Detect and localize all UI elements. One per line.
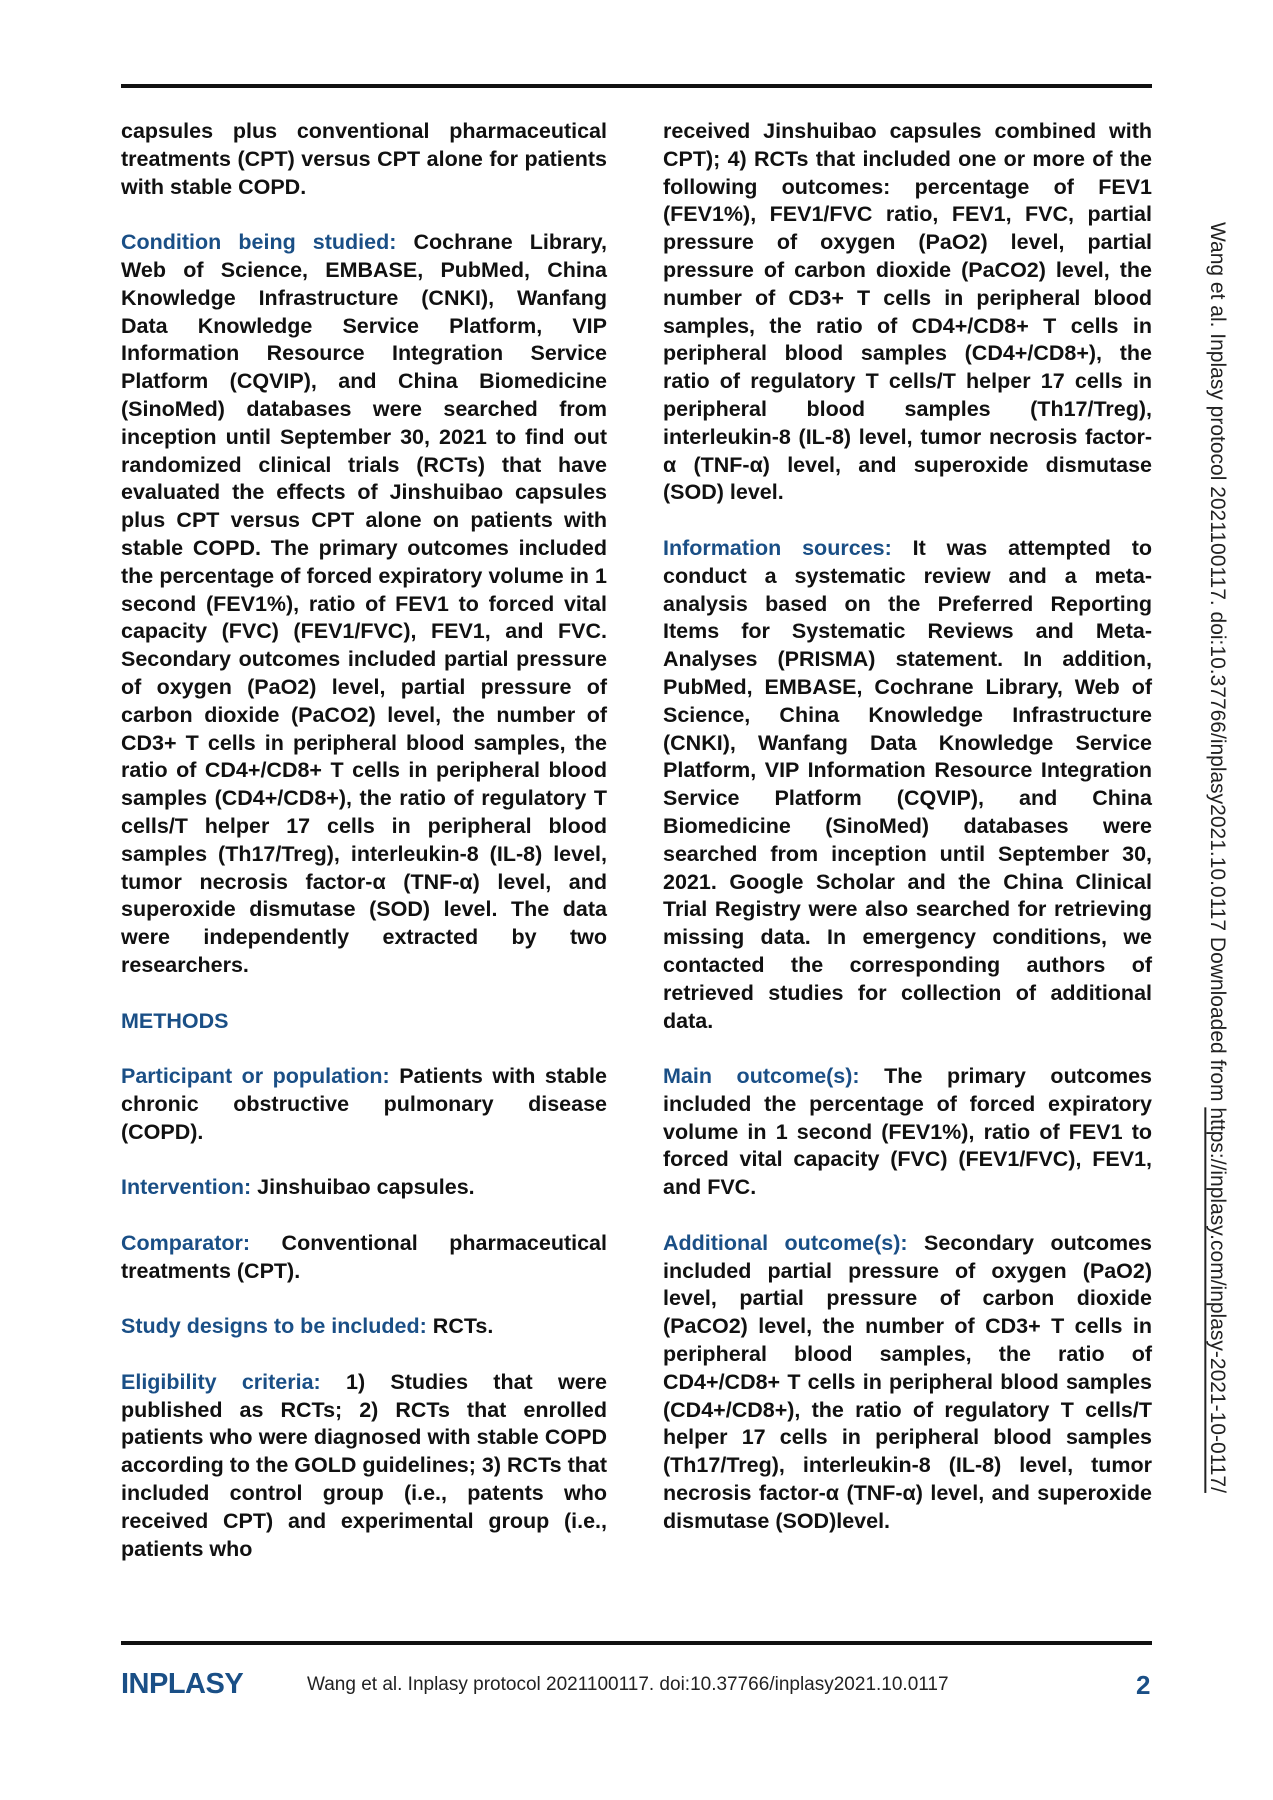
condition-label: Condition being studied: — [121, 230, 397, 255]
eligibility-paragraph — [121, 1369, 607, 1564]
eligibility-continued-paragraph: received Jinshuibao capsules combined with CPT); 4) RCTs that included one or more of the following outcomes: percentage of FEV1 (FEV1%), FEV1/FVC ratio, FEV1, FVC, partial pressure of oxygen (PaO2) level, partial pressure of carbon dioxide (PaCO2) level, the number of CD3+ T cells in peripheral blood samples, the ratio of CD4+/CD8+ T cells in peripheral blood samples (CD4+/CD8+), the ratio of regulatory T cells/T helper 17 cells in peripheral blood samples (Th17/Treg), interleukin-8 (IL-8) level, tumor necrosis factor-α (TNF-α) level, and superoxide dismutase (SOD) level. — [663, 119, 1152, 505]
eligibility-label: Eligibility criteria: — [121, 1369, 321, 1394]
study-designs-text: RCTs. — [426, 1314, 494, 1339]
main-outcomes-label: Main outcome(s): — [663, 1064, 860, 1089]
page-number: 2 — [1136, 1670, 1151, 1700]
intervention-label: Intervention: — [121, 1175, 252, 1200]
participant-label: Participant or population: — [121, 1064, 390, 1089]
side-download-link[interactable]: https://inplasy.com/inplasy-2021-10-0117/ — [1206, 1107, 1229, 1493]
methods-heading: METHODS — [121, 1008, 229, 1033]
right-column — [663, 118, 1152, 1563]
footer-rule — [121, 1641, 1152, 1645]
information-sources-paragraph — [663, 535, 1152, 1035]
study-designs-label: Study designs to be included: — [121, 1314, 427, 1339]
participant-text: Patients with stable chronic obstructive pulmonary disease (COPD). — [121, 1064, 607, 1144]
information-sources-label: Information sources: — [663, 535, 892, 560]
condition-paragraph — [121, 229, 607, 980]
intervention-paragraph — [121, 1174, 607, 1202]
comparator-text: Conventional pharmaceutical treatments (CPT). — [121, 1230, 607, 1283]
additional-outcomes-paragraph — [663, 1230, 1152, 1536]
footer-brand-logo: INPLASY — [121, 1668, 244, 1700]
header-rule — [121, 84, 1152, 88]
participant-paragraph — [121, 1063, 607, 1146]
comparator-paragraph — [121, 1230, 607, 1286]
additional-outcomes-text: Secondary outcomes included partial pressure of oxygen (PaO2) level, partial pressure of carbon dioxide (PaCO2) level, the number of CD3+ T cells in peripheral blood samples, the ratio of CD4+/CD8+ T cells in peripheral blood samples (CD4+/CD8+), the ratio of regulatory T cells/T helper 17 cells in peripheral blood samples (Th17/Treg), interleukin-8 (IL-8) level, tumor necrosis factor-α (TNF-α) level, and superoxide dismutase (SOD)level. — [663, 1230, 1152, 1533]
left-column — [121, 118, 607, 1591]
intro-paragraph: capsules plus conventional pharmaceutical treatments (CPT) versus CPT alone for patients with stable COPD. — [121, 119, 607, 199]
condition-text: Cochrane Library, Web of Science, EMBASE, PubMed, China Knowledge Infrastructure (CNKI), Wanfang Data Knowledge Service Platform, VIP Information Resource Integration Service Platform (CQVIP), and China Biomedicine (SinoMed) databases were searched from inception until September 30, 2021 to find out randomized clinical trials (RCTs) that have evaluated the effects of Jinshuibao capsules plus CPT versus CPT alone on patients with stable COPD. The primary outcomes included the percentage of forced expiratory volume in 1 second (FEV1%), ratio of FEV1 to forced vital capacity (FVC) (FEV1/FVC), FEV1, and FVC. Secondary outcomes included partial pressure of oxygen (PaO2) level, partial pressure of carbon dioxide (PaCO2) level, the number of CD3+ T cells in peripheral blood samples, the ratio of CD4+/CD8+ T cells in peripheral blood samples (CD4+/CD8+), the ratio of regulatory T cells/T helper 17 cells in peripheral blood samples (Th17/Treg), interleukin-8 (IL-8) level, tumor necrosis factor-α (TNF-α) level, and superoxide dismutase (SOD) level. The data were independently extracted by two researchers. — [121, 230, 607, 977]
side-notice-text: Wang et al. Inplasy protocol 2021100117. doi:10.37766/inplasy2021.10.0117 Downloaded from — [1206, 222, 1229, 1108]
footer-citation: Wang et al. Inplasy protocol 2021100117. doi:10.37766/inplasy2021.10.0117 — [307, 1674, 949, 1695]
side-download-notice — [1205, 222, 1229, 1493]
main-outcomes-paragraph — [663, 1063, 1152, 1202]
main-outcomes-text: The primary outcomes included the percentage of forced expiratory volume in 1 second (FEV1%), ratio of FEV1 to forced vital capacity (FVC) (FEV1/FVC), FEV1, and FVC. — [663, 1064, 1152, 1200]
additional-outcomes-label: Additional outcome(s): — [663, 1230, 908, 1255]
eligibility-text: 1) Studies that were published as RCTs; 2) RCTs that enrolled patients who were diagnosed with stable COPD according to the GOLD guidelines; 3) RCTs that included control group (i.e., patents who received CPT) and experimental group (i.e., patients who — [121, 1369, 607, 1561]
study-designs-paragraph — [121, 1313, 607, 1341]
intervention-text: Jinshuibao capsules. — [251, 1175, 475, 1200]
comparator-label: Comparator: — [121, 1230, 251, 1255]
information-sources-text: It was attempted to conduct a systematic review and a meta-analysis based on the Preferred Reporting Items for Systematic Reviews and Meta-Analyses (PRISMA) statement. In addition, PubMed, EMBASE, Cochrane Library, Web of Science, China Knowledge Infrastructure (CNKI), Wanfang Data Knowledge Service Platform, VIP Information Resource Integration Service Platform (CQVIP), and China Biomedicine (SinoMed) databases were searched from inception until September 30, 2021. Google Scholar and the China Clinical Trial Registry were also searched for retrieving missing data. In emergency conditions, we contacted the corresponding authors of retrieved studies for collection of additional data. — [663, 535, 1152, 1033]
